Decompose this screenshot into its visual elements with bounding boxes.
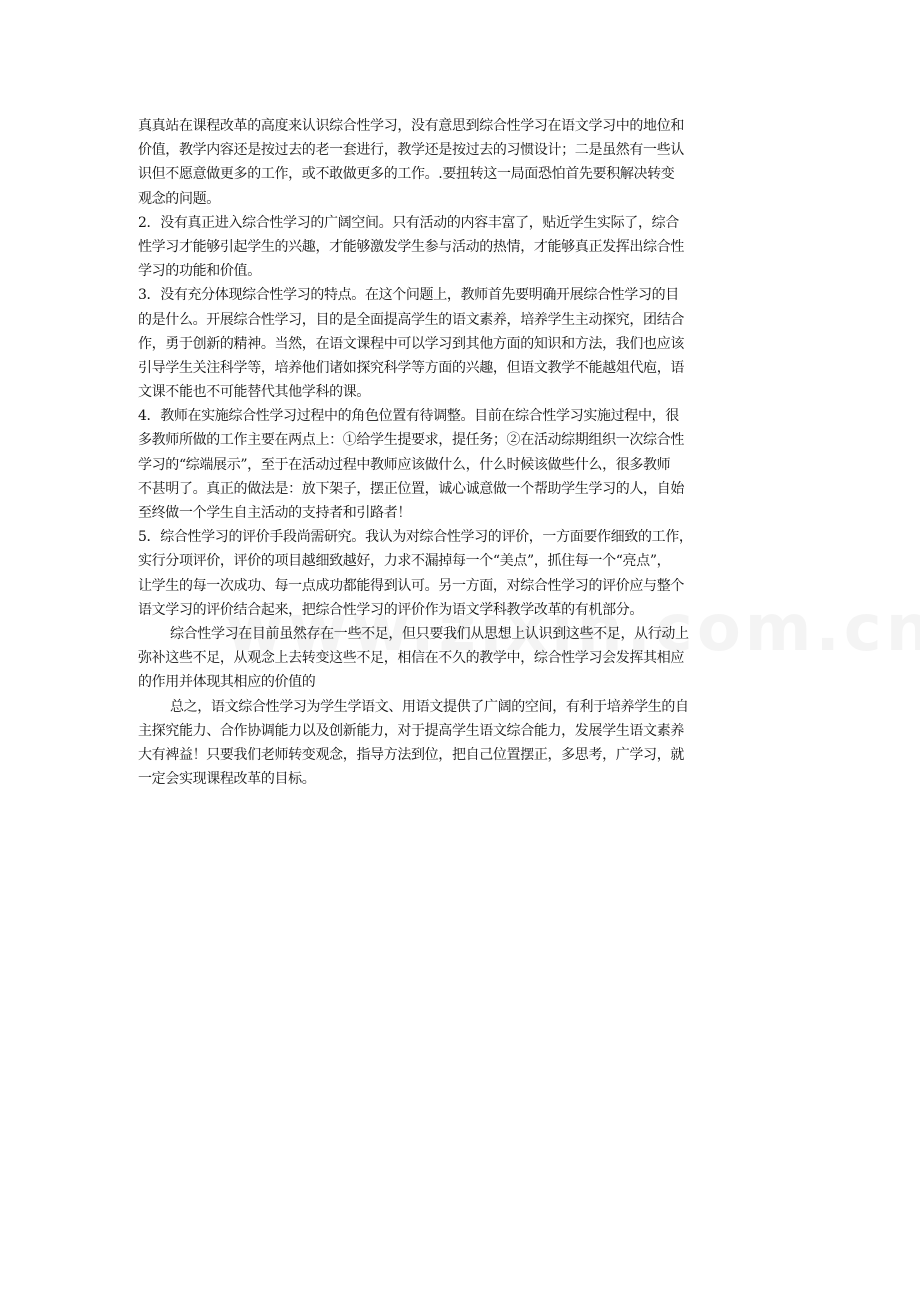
paragraph [138, 525, 788, 622]
text-line: 观念的问题。 [138, 190, 220, 207]
text-line: 的是什么。开展综合性学习，目的是全面提高学生的语文素养，培养学生主动探究，团结合 [138, 311, 684, 328]
paragraph [138, 114, 788, 211]
text-line: 主探究能力、合作协调能力以及创新能力，对于提高学生语文综合能力，发展学生语文素养 [138, 722, 684, 739]
text-line: 的作用并体现其相应的价值的 [138, 674, 316, 691]
text-line: 2．没有真正进入综合性学习的广阔空间。只有活动的内容丰富了，贴近学生实际了，综合 [138, 214, 679, 231]
text-line: 学习的“综端展示”，至于在活动过程中教师应该做什么，什么时候该做些什么，很多教师 [138, 456, 671, 473]
text-line: 5．综合性学习的评价手段尚需研究。我认为对综合性学习的评价，一方面要作细致的工作， [138, 529, 693, 546]
text-line: 让学生的每一次成功、每一点成功都能得到认可。另一方面，对综合性学习的评价应与整个 [138, 577, 684, 594]
text-line: 性学习才能够引起学生的兴趣，才能够激发学生参与活动的热情，才能够真正发挥出综合性 [138, 238, 684, 255]
text-line: 多教师所做的工作主要在两点上：①给学生提要求，提任务；②在活动综期组织一次综合性 [138, 432, 684, 449]
paragraph [138, 211, 788, 284]
paragraph [138, 283, 788, 404]
text-line: 弥补这些不足，从观念上去转变这些不足，相信在不久的教学中，综合性学习会发挥其相应 [138, 650, 684, 667]
text-line: 不甚明了。真正的做法是：放下架子，摆正位置，诚心诚意做一个帮助学生学习的人，自始 [138, 480, 684, 497]
text-line: 综合性学习在目前虽然存在一些不足，但只要我们从思想上认识到这些不足，从行动上 [170, 625, 689, 642]
text-line: 文课不能也不可能替代其他学科的课。 [138, 384, 371, 401]
paragraph [138, 404, 788, 525]
paragraph [138, 622, 788, 695]
text-line: 引导学生关注科学等，培养他们诸如探究科学等方面的兴趣，但语文教学不能越俎代庖，语 [138, 359, 684, 376]
text-line: 识但不愿意做更多的工作，或不敢做更多的工作。.要扭转这一局面恐怕首先要积解决转变 [138, 166, 675, 183]
text-line: 作，勇于创新的精神。当然，在语文课程中可以学习到其他方面的知识和方法，我们也应该 [138, 335, 684, 352]
text-line: 一定会实现课程改革的目标。 [138, 771, 316, 788]
paragraph [138, 695, 788, 792]
text-line: 总之，语文综合性学习为学生学语文、用语文提供了广阔的空间，有利于培养学生的自 [170, 698, 689, 715]
text-line: 实行分项评价，评价的项目越细致越好，力求不漏掉每一个“美点”，抓住每一个“亮点”， [138, 553, 671, 570]
document-body [138, 114, 788, 791]
text-line: 语文学习的评价结合起来，把综合性学习的评价作为语文学科教学改革的有机部分。 [138, 601, 644, 618]
text-line: 真真站在课程改革的高度来认识综合性学习，没有意思到综合性学习在语文学习中的地位和 [138, 118, 684, 134]
text-line: 至终做一个学生自主活动的支持者和引路者！ [138, 505, 411, 521]
text-line: 3．没有充分体现综合性学习的特点。在这个问题上，教师首先要明确开展综合性学习的目 [138, 287, 679, 304]
text-line: 大有裨益！只要我们老师转变观念，指导方法到位，把自己位置摆正，多思考，广学习，就 [138, 746, 684, 763]
text-line: 4．教师在实施综合性学习过程中的角色位置有待调整。目前在综合性学习实施过程中，很 [138, 408, 679, 425]
text-line: 价值，教学内容还是按过去的老一套进行，教学还是按过去的习惯设计；二是虽然有一些认 [138, 142, 684, 159]
text-line: 学习的功能和价值。 [138, 263, 261, 280]
